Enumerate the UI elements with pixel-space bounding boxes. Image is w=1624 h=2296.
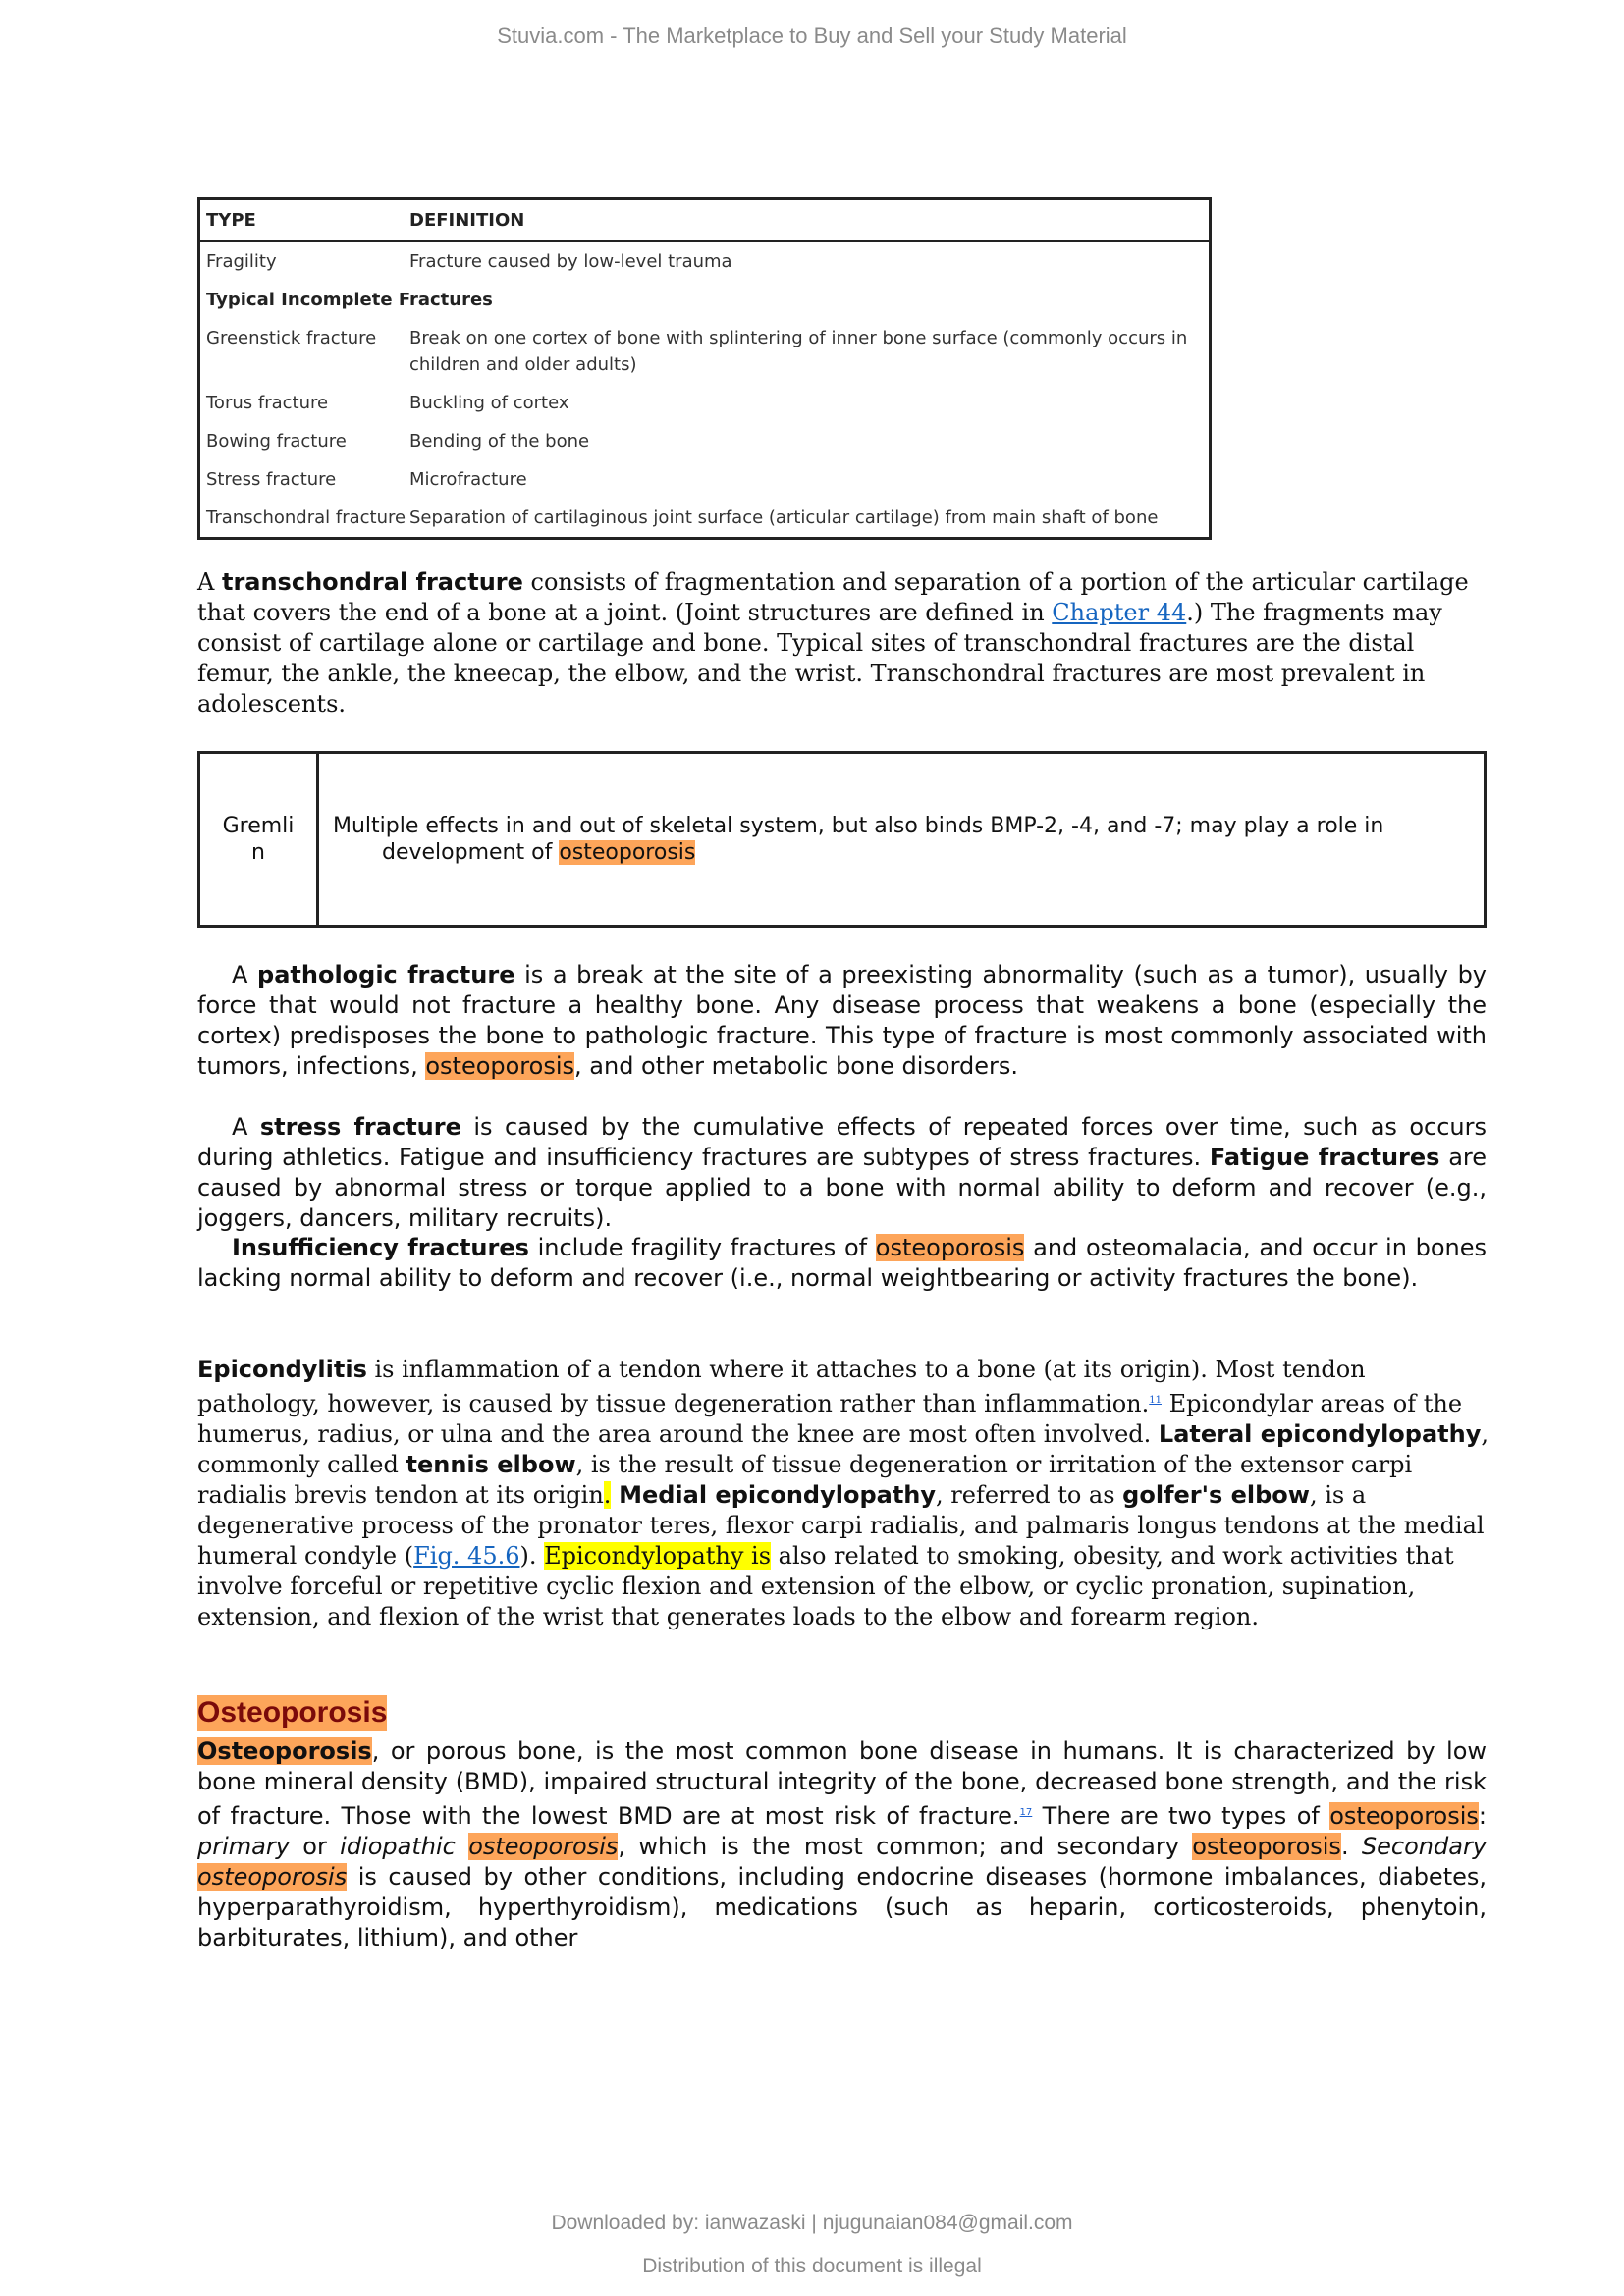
definition-cell: Microfracture — [409, 469, 527, 490]
distribution-notice-footer: Distribution of this document is illegal — [642, 2255, 982, 2277]
table-row — [200, 422, 1209, 460]
stress-fracture-paragraph — [197, 1112, 1487, 1234]
definition-cell: Bending of the bone — [409, 431, 590, 452]
text: A — [197, 568, 222, 596]
text: is caused by other conditions, including endocrine diseases (hormone imbalances, diabetes, hyperparathyroidism, hyperthyroidism), medications (such as heparin, corticosteroids, phenytoin, barbiturates, lithium), and other — [197, 1863, 1487, 1951]
text: is caused by the cumulative effects of repeated forces over time, such as occurs during athletics. Fatigue and insufficiency fractures are subtypes of stress fractures. — [197, 1113, 1488, 1171]
text: , commonly called — [197, 1420, 1489, 1478]
table-row — [200, 499, 1209, 537]
gremlin-description-cell — [319, 754, 1484, 925]
highlight-osteoporosis: osteoporosis — [468, 1833, 619, 1860]
text: is a break at the site of a preexisting abnormality (such as a tumor), usually by force that would not fracture a healthy bone. Any disease process that weakens a bone (especially the cortex) predisposes the bone to pathologic fracture. This type of fracture is most commonly associated with tumors, infections, — [197, 961, 1488, 1080]
reference-11-link[interactable]: 11 — [1149, 1395, 1162, 1406]
text: include fragility fractures of — [528, 1234, 876, 1261]
term-transchondral-fracture: transchondral fracture — [221, 568, 523, 596]
reference-17-link[interactable]: 17 — [1019, 1807, 1033, 1818]
table-section-row — [200, 281, 1209, 319]
text: , and other metabolic bone disorders. — [574, 1052, 1019, 1080]
text: , which is the most common; and secondary — [618, 1833, 1193, 1860]
term-tennis-elbow: tennis elbow — [406, 1451, 576, 1478]
gremlin-table — [197, 751, 1487, 928]
text: , or porous bone, is the most common bone disease in humans. It is characterized by low bone mineral density (BMD), impaired structural integrity of the bone, decreased bone strength, and the risk of fracture. Those with the lowest BMD are at most risk of fracture. — [197, 1737, 1487, 1830]
term-stress-fracture: stress fracture — [259, 1113, 461, 1141]
text: and osteomalacia, and occur in bones lacking normal ability to deform and recover (i.e., normal weightbearing or activity fractures the bone). — [197, 1234, 1487, 1292]
text: , referred to as — [936, 1481, 1123, 1509]
fracture-types-table — [197, 197, 1212, 540]
definition-cell: Break on one cortex of bone with splintering of inner bone surface (commonly occurs in children and older adults) — [409, 328, 1188, 375]
text: There are two types of — [1032, 1802, 1330, 1830]
gremlin-name-cell — [200, 754, 319, 925]
text — [611, 1481, 619, 1509]
term-epicondylitis: Epicondylitis — [197, 1356, 367, 1383]
definition-cell: Separation of cartilaginous joint surface (articular cartilage) from main shaft of bone — [409, 507, 1159, 528]
text: consists of fragmentation and separation of a portion of the articular cartilage that covers the end of a bone at a joint. (Joint structures are defined in — [197, 568, 1469, 626]
downloaded-by-footer: Downloaded by: ianwazaski | njugunaian084@gmail.com — [551, 2212, 1073, 2234]
text: Epicondylar areas of the humerus, radius, or ulna and the area around the knee are most often involved. — [197, 1390, 1463, 1448]
osteoporosis-paragraph — [197, 1736, 1487, 1953]
term-golfers-elbow: golfer's elbow — [1122, 1481, 1310, 1509]
type-cell: Bowing fracture — [206, 431, 347, 452]
text: , is the result of tissue degeneration or irritation of the extensor carpi radialis brevis tendon at its origin — [197, 1451, 1413, 1509]
highlight-osteoporosis: osteoporosis — [197, 1863, 348, 1891]
table-row — [200, 319, 1209, 384]
definition-cell: Fracture caused by low-level trauma — [409, 251, 732, 272]
chapter-44-link[interactable]: Chapter 44 — [1052, 599, 1187, 626]
text: Multiple effects in and out of skeletal system, but also binds BMP-2, -4, and -7; may play a role in development of — [333, 814, 1384, 865]
term-insufficiency-fractures: Insufficiency fractures — [232, 1234, 529, 1261]
definition-cell: Buckling of cortex — [409, 393, 569, 413]
section-label: Typical Incomplete Fractures — [206, 290, 493, 310]
table-row — [200, 460, 1209, 499]
italic-secondary: Secondary — [1361, 1833, 1488, 1860]
osteoporosis-heading: Osteoporosis — [197, 1696, 388, 1729]
type-cell: Torus fracture — [206, 393, 329, 413]
highlight-epicondylopathy: Epicondylopathy is — [544, 1542, 772, 1570]
gremlin-name-line1: Gremli — [222, 814, 295, 838]
highlight-osteoporosis: osteoporosis — [559, 840, 696, 865]
italic-idiopathic: idiopathic — [340, 1833, 456, 1860]
pathologic-fracture-paragraph — [197, 960, 1487, 1082]
text — [456, 1833, 468, 1860]
text: are caused by abnormal stress or torque applied to a bone with normal ability to deform and recover (e.g., joggers, dancers, military recruits). — [197, 1144, 1488, 1232]
type-cell: Fragility — [206, 251, 277, 272]
fig-45-6-link[interactable]: Fig. 45.6 — [413, 1542, 520, 1570]
highlight-osteoporosis: osteoporosis — [1329, 1802, 1479, 1830]
table-row — [200, 242, 1209, 281]
text: .) The fragments may consist of cartilage alone or cartilage and bone. Typical sites of transchondral fractures are the distal femur, the ankle, the kneecap, the elbow, and the wrist. Transchondral fractures are most prevalent in adolescents. — [197, 599, 1442, 718]
term-osteoporosis: Osteoporosis — [197, 1737, 372, 1765]
highlight-osteoporosis: osteoporosis — [1192, 1833, 1341, 1860]
text: A — [232, 1113, 260, 1141]
term-pathologic-fracture: pathologic fracture — [257, 961, 515, 988]
term-lateral-epicondylopathy: Lateral epicondylopathy — [1158, 1420, 1482, 1448]
header-type: TYPE — [206, 210, 256, 231]
text: , is a degenerative process of the pronator teres, flexor carpi radialis, and palmaris longus tendons at the medial humeral condyle ( — [197, 1481, 1485, 1570]
highlight-osteoporosis: osteoporosis — [875, 1234, 1025, 1261]
highlight-period: . — [603, 1481, 612, 1509]
epicondylitis-paragraph — [197, 1355, 1493, 1632]
insufficiency-fracture-paragraph — [197, 1233, 1487, 1294]
transchondral-paragraph — [197, 567, 1493, 720]
italic-primary: primary — [197, 1833, 290, 1860]
header-definition: DEFINITION — [409, 210, 525, 231]
text: also related to smoking, obesity, and work activities that involve forceful or repetitive cyclic flexion and extension of the elbow, or cyclic pronation, supination, extension, and flexion of the wrist that generates loads to the elbow and forearm region. — [197, 1542, 1454, 1630]
text: A — [232, 961, 258, 988]
text: ). — [519, 1542, 545, 1570]
table-header-row — [200, 200, 1209, 242]
type-cell: Stress fracture — [206, 469, 337, 490]
type-cell: Transchondral fracture — [206, 507, 406, 528]
term-fatigue-fractures: Fatigue fractures — [1209, 1144, 1440, 1171]
type-cell: Greenstick fracture — [206, 328, 377, 348]
text: . — [1340, 1833, 1362, 1860]
term-medial-epicondylopathy: Medial epicondylopathy — [619, 1481, 937, 1509]
text: or — [289, 1833, 341, 1860]
gremlin-name-line2: n — [251, 840, 265, 865]
text: is inflammation of a tendon where it attaches to a bone (at its origin). Most tendon pathology, however, is caused by tissue degeneration rather than inflammation. — [197, 1356, 1366, 1417]
table-row — [200, 384, 1209, 422]
highlight-osteoporosis: osteoporosis — [425, 1052, 575, 1080]
text: : — [1478, 1802, 1487, 1830]
stuvia-watermark-header: Stuvia.com - The Marketplace to Buy and Sell your Study Material — [497, 24, 1127, 48]
